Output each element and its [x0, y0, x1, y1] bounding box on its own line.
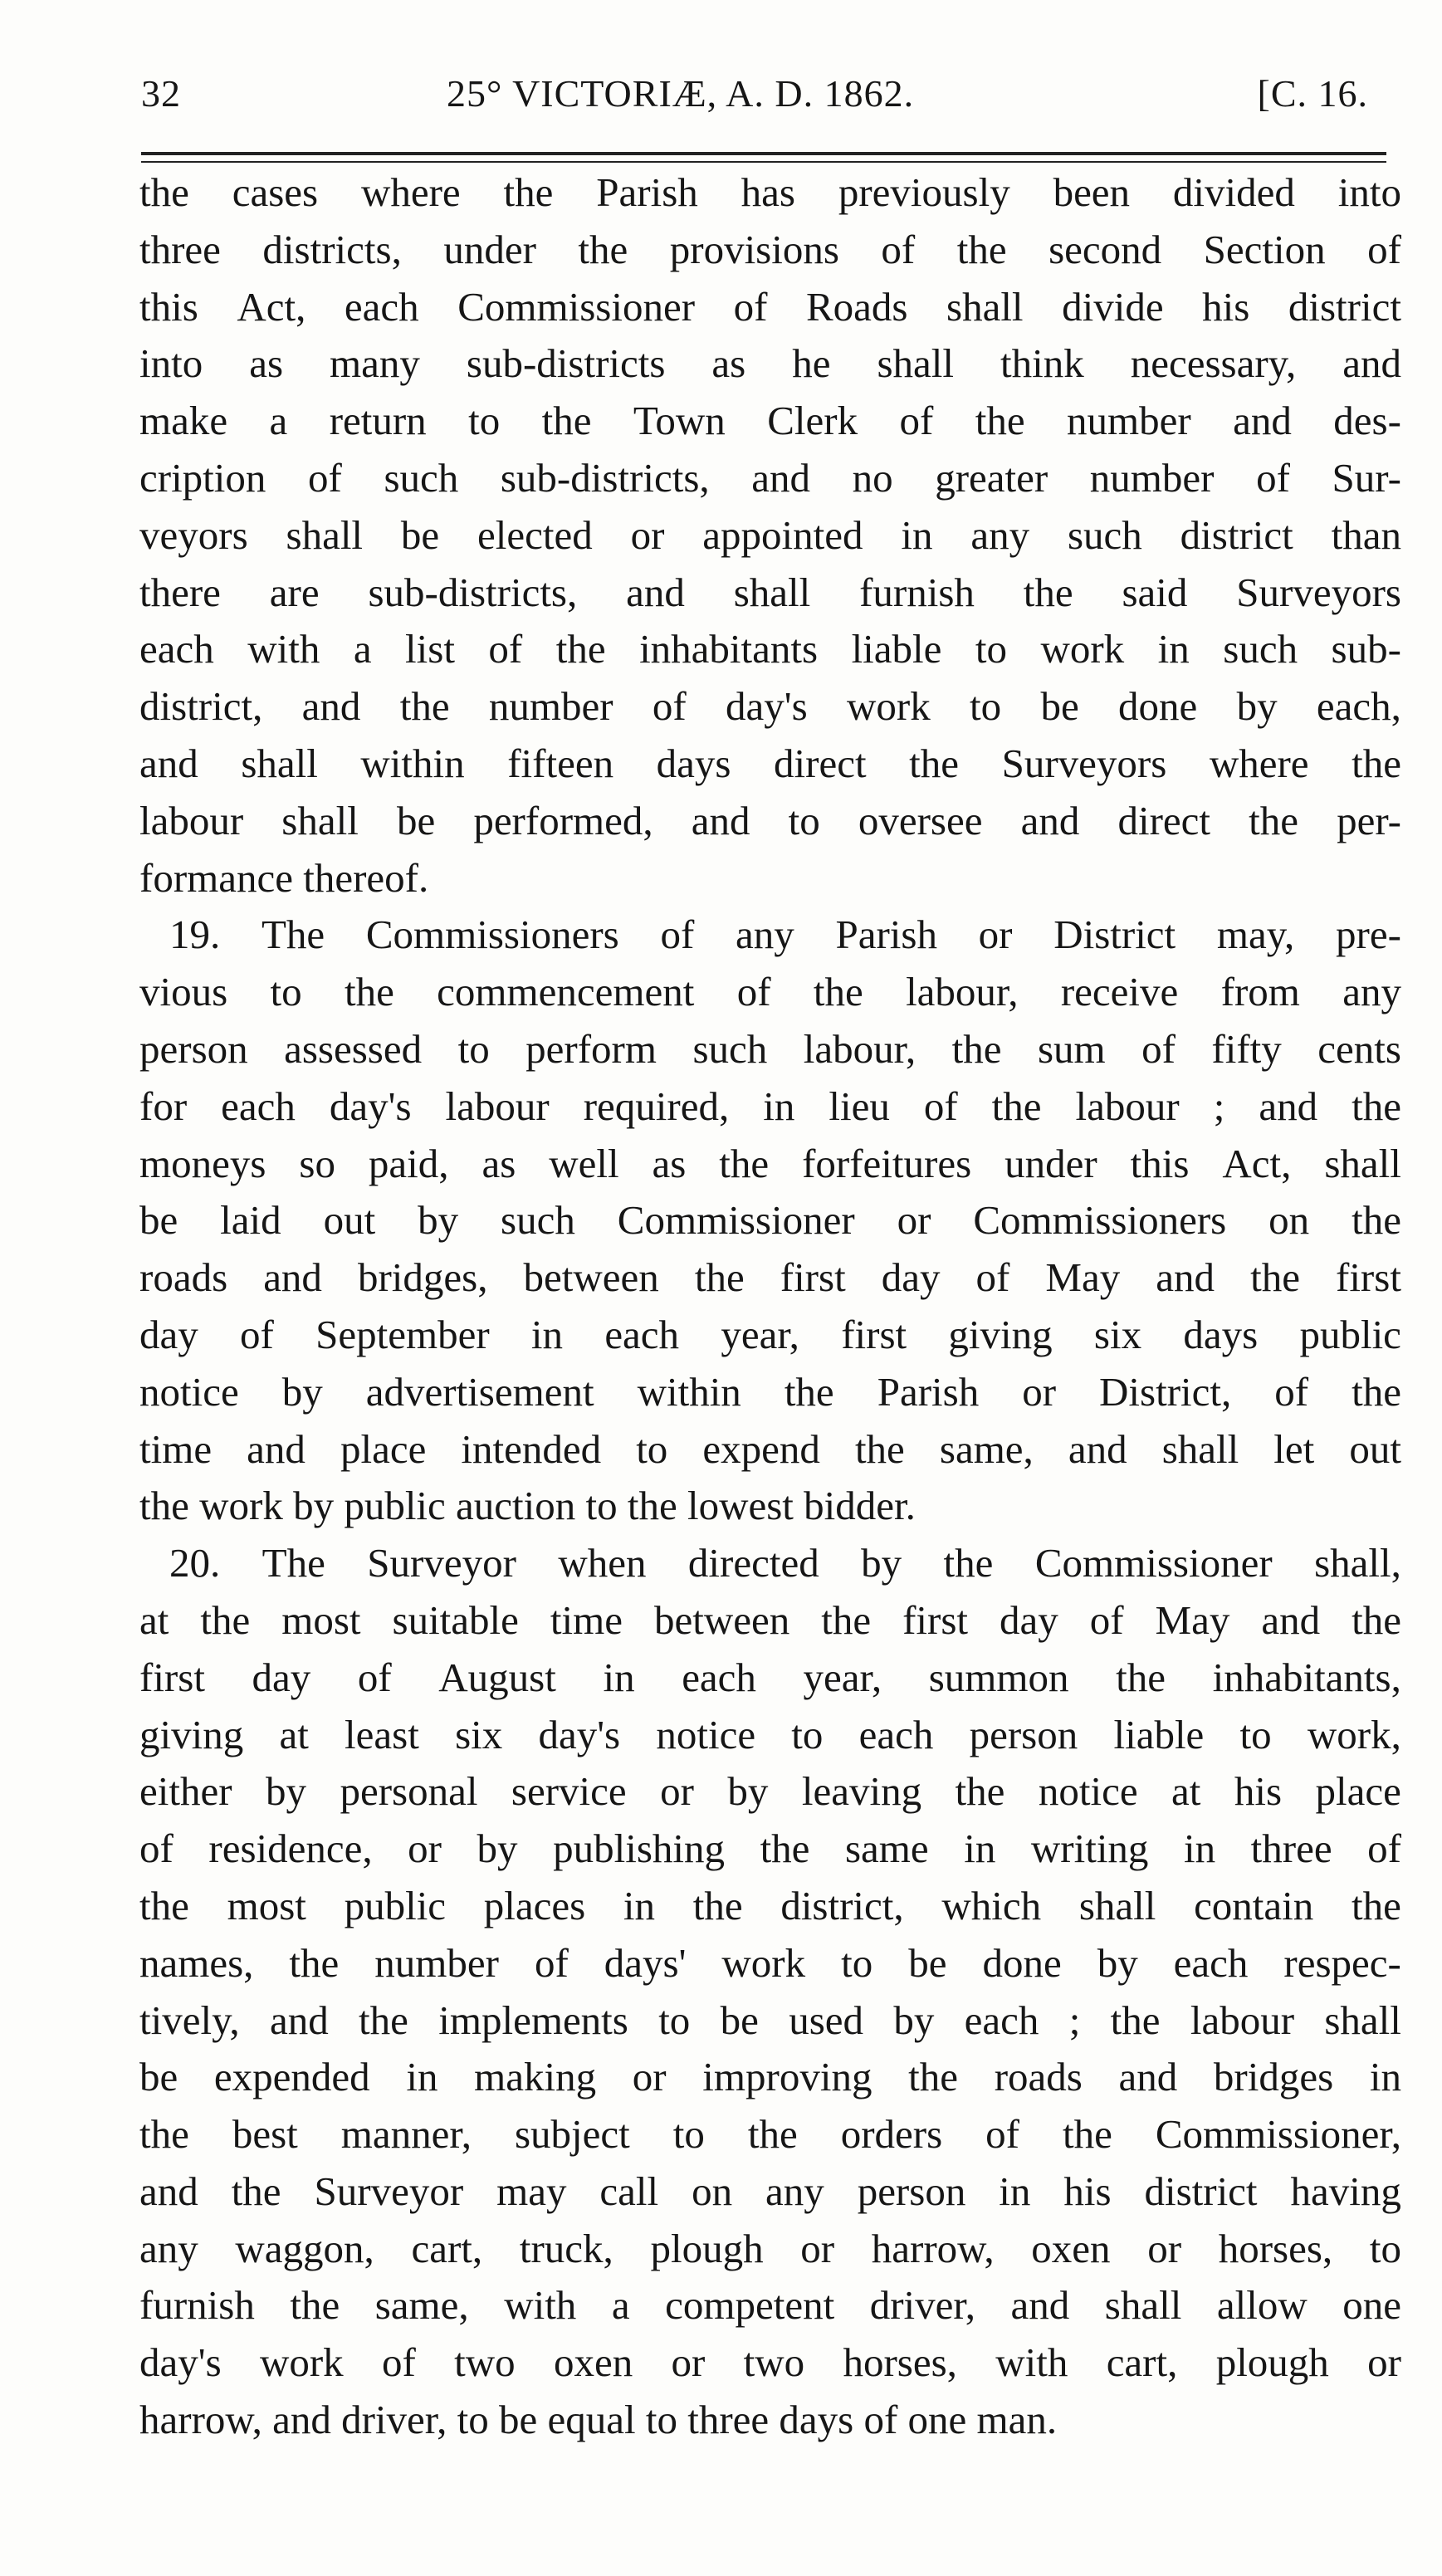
header-rule-thick [141, 152, 1386, 155]
text-line: veyors shall be elected or appointed in any such district than [139, 511, 1401, 558]
text-line: at the most suitable time between the first day of May and the [139, 1596, 1401, 1643]
text-line: giving at least six day's notice to each person liable to work, [139, 1711, 1401, 1757]
header-rule-thin [141, 161, 1386, 163]
text-line: be expended in making or improving the roads and bridges in [139, 2054, 1401, 2100]
text-line: formance thereof. [139, 854, 429, 901]
text-line: each with a list of the inhabitants liable to work in such sub- [139, 626, 1401, 672]
text-line: person assessed to perform such labour, the sum of fifty cents [139, 1025, 1401, 1072]
running-title: 25° VICTORIÆ, A. D. 1862. [447, 72, 915, 115]
page-number: 32 [141, 72, 181, 115]
text-line: vious to the commencement of the labour, receive from any [139, 969, 1401, 1015]
text-line: make a return to the Town Clerk of the number and des- [139, 398, 1401, 444]
text-line: names, the number of days' work to be done by each respec- [139, 1939, 1401, 1986]
text-line: day of September in each year, first giving six days public [139, 1311, 1401, 1357]
text-line: time and place intended to expend the same, and shall let out [139, 1425, 1401, 1472]
text-line: furnish the same, with a competent driver, and shall allow one [139, 2282, 1401, 2329]
text-line: be laid out by such Commissioner or Commissioners on the [139, 1197, 1401, 1244]
text-line: the cases where the Parish has previously been divided into [139, 169, 1401, 215]
page-header [131, 65, 1393, 123]
text-line: cription of such sub-districts, and no greater number of Sur- [139, 454, 1401, 501]
text-line: three districts, under the provisions of the second Section of [139, 226, 1401, 272]
text-line: notice by advertisement within the Parish or District, of the [139, 1368, 1401, 1415]
section-20-first-line: 20. The Surveyor when directed by the Commissioner shall, [169, 1540, 1401, 1586]
text-line: any waggon, cart, truck, plough or harrow, oxen or horses, to [139, 2225, 1401, 2271]
text-line: the work by public auction to the lowest bidder. [139, 1483, 916, 1529]
text-line: tively, and the implements to be used by each ; the labour shall [139, 1997, 1401, 2043]
chapter-reference: [C. 16. [1257, 72, 1368, 115]
text-line: either by personal service or by leaving the notice at his place [139, 1768, 1401, 1815]
section-19-first-line: 19. The Commissioners of any Parish or District may, pre- [169, 912, 1401, 958]
text-line: day's work of two oxen or two horses, with cart, plough or [139, 2339, 1401, 2386]
text-line: first day of August in each year, summon the inhabitants, [139, 1654, 1401, 1700]
text-line: roads and bridges, between the first day of May and the first [139, 1254, 1401, 1301]
body-text [139, 164, 1401, 2449]
text-line: into as many sub-districts as he shall think necessary, and [139, 340, 1401, 387]
text-line: moneys so paid, as well as the forfeitures under this Act, shall [139, 1140, 1401, 1186]
text-line: the most public places in the district, which shall contain the [139, 1882, 1401, 1928]
text-line: the best manner, subject to the orders of the Commissioner, [139, 2111, 1401, 2158]
text-line: and shall within fifteen days direct the Surveyors where the [139, 740, 1401, 786]
text-line: for each day's labour required, in lieu of the labour ; and the [139, 1083, 1401, 1129]
text-line: and the Surveyor may call on any person in his district having [139, 2168, 1401, 2214]
text-line: this Act, each Commissioner of Roads shall divide his district [139, 283, 1401, 330]
text-line: of residence, or by publishing the same in writing in three of [139, 1826, 1401, 1872]
text-line: district, and the number of day's work to be done by each, [139, 683, 1401, 730]
text-line: there are sub-districts, and shall furnish the said Surveyors [139, 569, 1401, 615]
text-line: harrow, and driver, to be equal to three days of one man. [139, 2397, 1058, 2443]
text-line: labour shall be performed, and to oversee and direct the per- [139, 797, 1401, 843]
